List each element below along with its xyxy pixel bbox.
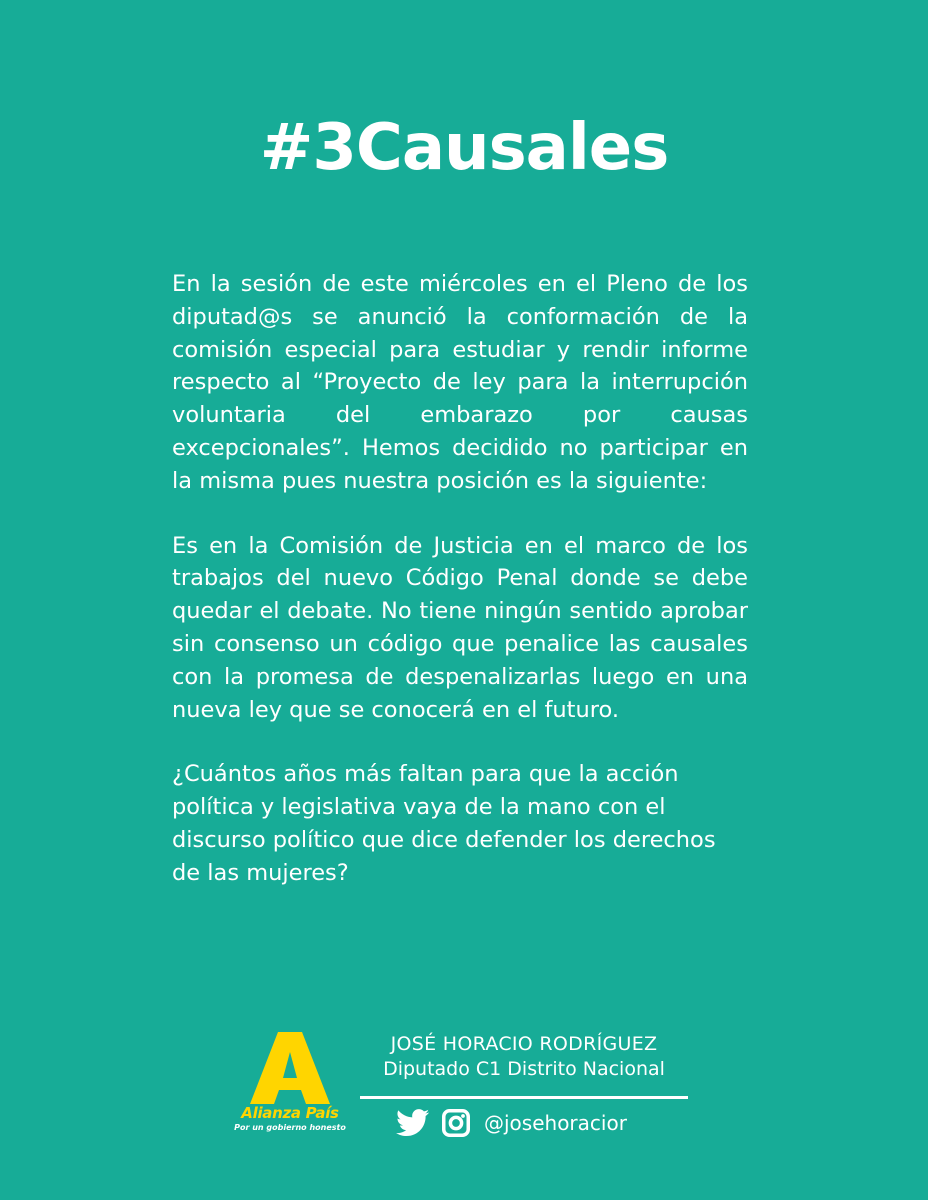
paragraph-1: En la sesión de este miércoles en el Pleno de los diputad@s se anunció la conformación de la comisión especial para estudiar y rendir informe respecto al “Proyecto de ley para la interrupción voluntaria del embarazo por causas excepcionales”. Hemos decidido no participar en la misma pues nuestra posición es la siguiente: bbox=[172, 271, 748, 494]
social-links bbox=[396, 1108, 627, 1138]
signature-block bbox=[360, 1032, 688, 1099]
paragraph-3: ¿Cuántos años más faltan para que la acción política y legislativa vaya de la mano con el discurso político que dice defender los derechos de las mujeres? bbox=[172, 761, 716, 886]
signature-divider bbox=[360, 1096, 688, 1099]
twitter-icon[interactable] bbox=[396, 1109, 430, 1137]
statement-body bbox=[172, 268, 748, 922]
page-title: #3Causales bbox=[259, 111, 669, 185]
paragraph-2: Es en la Comisión de Justicia en el marco de los trabajos del nuevo Código Penal donde se debe quedar el debate. No tiene ningún sentido aprobar sin consenso un código que penalice las causales con la promesa de despenalizarlas luego en una nueva ley que se conocerá en el futuro. bbox=[172, 532, 748, 723]
logo-name: Alianza País bbox=[241, 1104, 339, 1122]
instagram-icon[interactable] bbox=[442, 1109, 470, 1137]
logo-letter-a-icon bbox=[226, 1030, 354, 1108]
logo-slogan: Por un gobierno honesto bbox=[234, 1123, 346, 1132]
deputy-role: Diputado C1 Distrito Nacional bbox=[383, 1058, 665, 1080]
alianza-pais-logo bbox=[226, 1030, 354, 1140]
deputy-name: JOSÉ HORACIO RODRÍGUEZ bbox=[390, 1033, 658, 1055]
social-handle[interactable]: @josehoracior bbox=[484, 1111, 627, 1135]
